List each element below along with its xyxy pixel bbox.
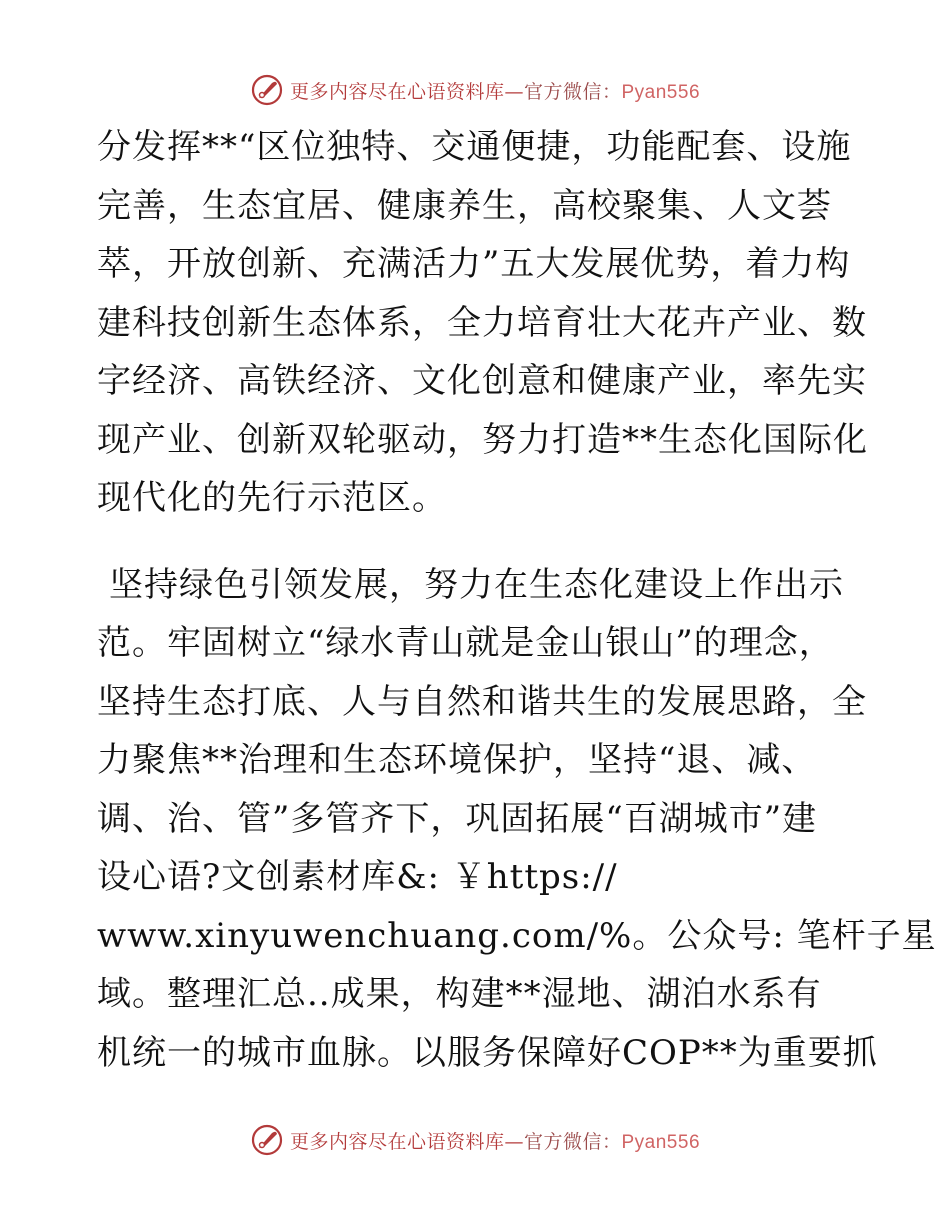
text-line: 坚持绿色引领发展，努力在生态化建设上作出示	[109, 564, 844, 605]
footer-brand-text: 更多内容尽在心语资料库	[289, 1130, 505, 1153]
footer-banner-text	[290, 1127, 700, 1154]
text-line: 调、治、管”多管齐下，巩固拓展“百湖城市”建	[97, 798, 818, 839]
paragraph-spacer	[97, 528, 857, 556]
document-body	[97, 118, 937, 1082]
text-line: 力聚焦**治理和生态环境保护，坚持“退、减、	[97, 740, 817, 780]
text-line: 设心语?文创素材库&: ￥https://	[97, 857, 618, 897]
header-banner-text	[290, 77, 700, 104]
header-wechat-id: Pyan556	[621, 81, 701, 103]
text-line: 坚持生态打底、人与自然和谐共生的发展思路，全	[97, 681, 867, 722]
paragraph-1	[97, 118, 868, 528]
text-line: 建科技创新生态体系，全力培育壮大花卉产业、数	[97, 302, 867, 343]
header-wechat-label: 官方微信：	[523, 80, 622, 103]
text-line: www.xinyuwenchuang.com/%。公众号: 笔杆子星	[97, 915, 937, 956]
text-line: 字经济、高铁经济、文化创意和健康产业，率先实	[97, 361, 867, 401]
text-line: 机统一的城市血脉。以服务保障好COP**为重要抓	[97, 1032, 878, 1073]
header-brand-text: 更多内容尽在心语资料库	[289, 80, 505, 103]
text-line: 萃，开放创新、充满活力”五大发展优势，着力构	[97, 244, 851, 284]
text-line: 现代化的先行示范区。	[97, 478, 447, 518]
text-line: 域。整理汇总..成果，构建**湿地、湖泊水系有	[97, 974, 822, 1014]
footer-separator: —	[504, 1130, 524, 1153]
paragraph-2	[97, 556, 937, 1083]
footer-banner	[0, 1120, 950, 1160]
header-separator: —	[504, 80, 524, 103]
text-line: 完善，生态宜居、健康养生，高校聚集、人文荟	[97, 185, 832, 226]
header-banner	[0, 70, 950, 110]
footer-wechat-label: 官方微信：	[523, 1130, 622, 1153]
text-line: 分发挥**“区位独特、交通便捷，功能配套、设施	[97, 127, 852, 167]
text-line: 范。牢固树立“绿水青山就是金山银山”的理念，	[97, 623, 834, 663]
footer-wechat-id: Pyan556	[621, 1131, 701, 1153]
text-line: 现产业、创新双轮驱动，努力打造**生态化国际化	[97, 419, 868, 460]
quill-circle-logo-icon	[250, 73, 284, 107]
quill-circle-logo-icon	[250, 1123, 284, 1157]
